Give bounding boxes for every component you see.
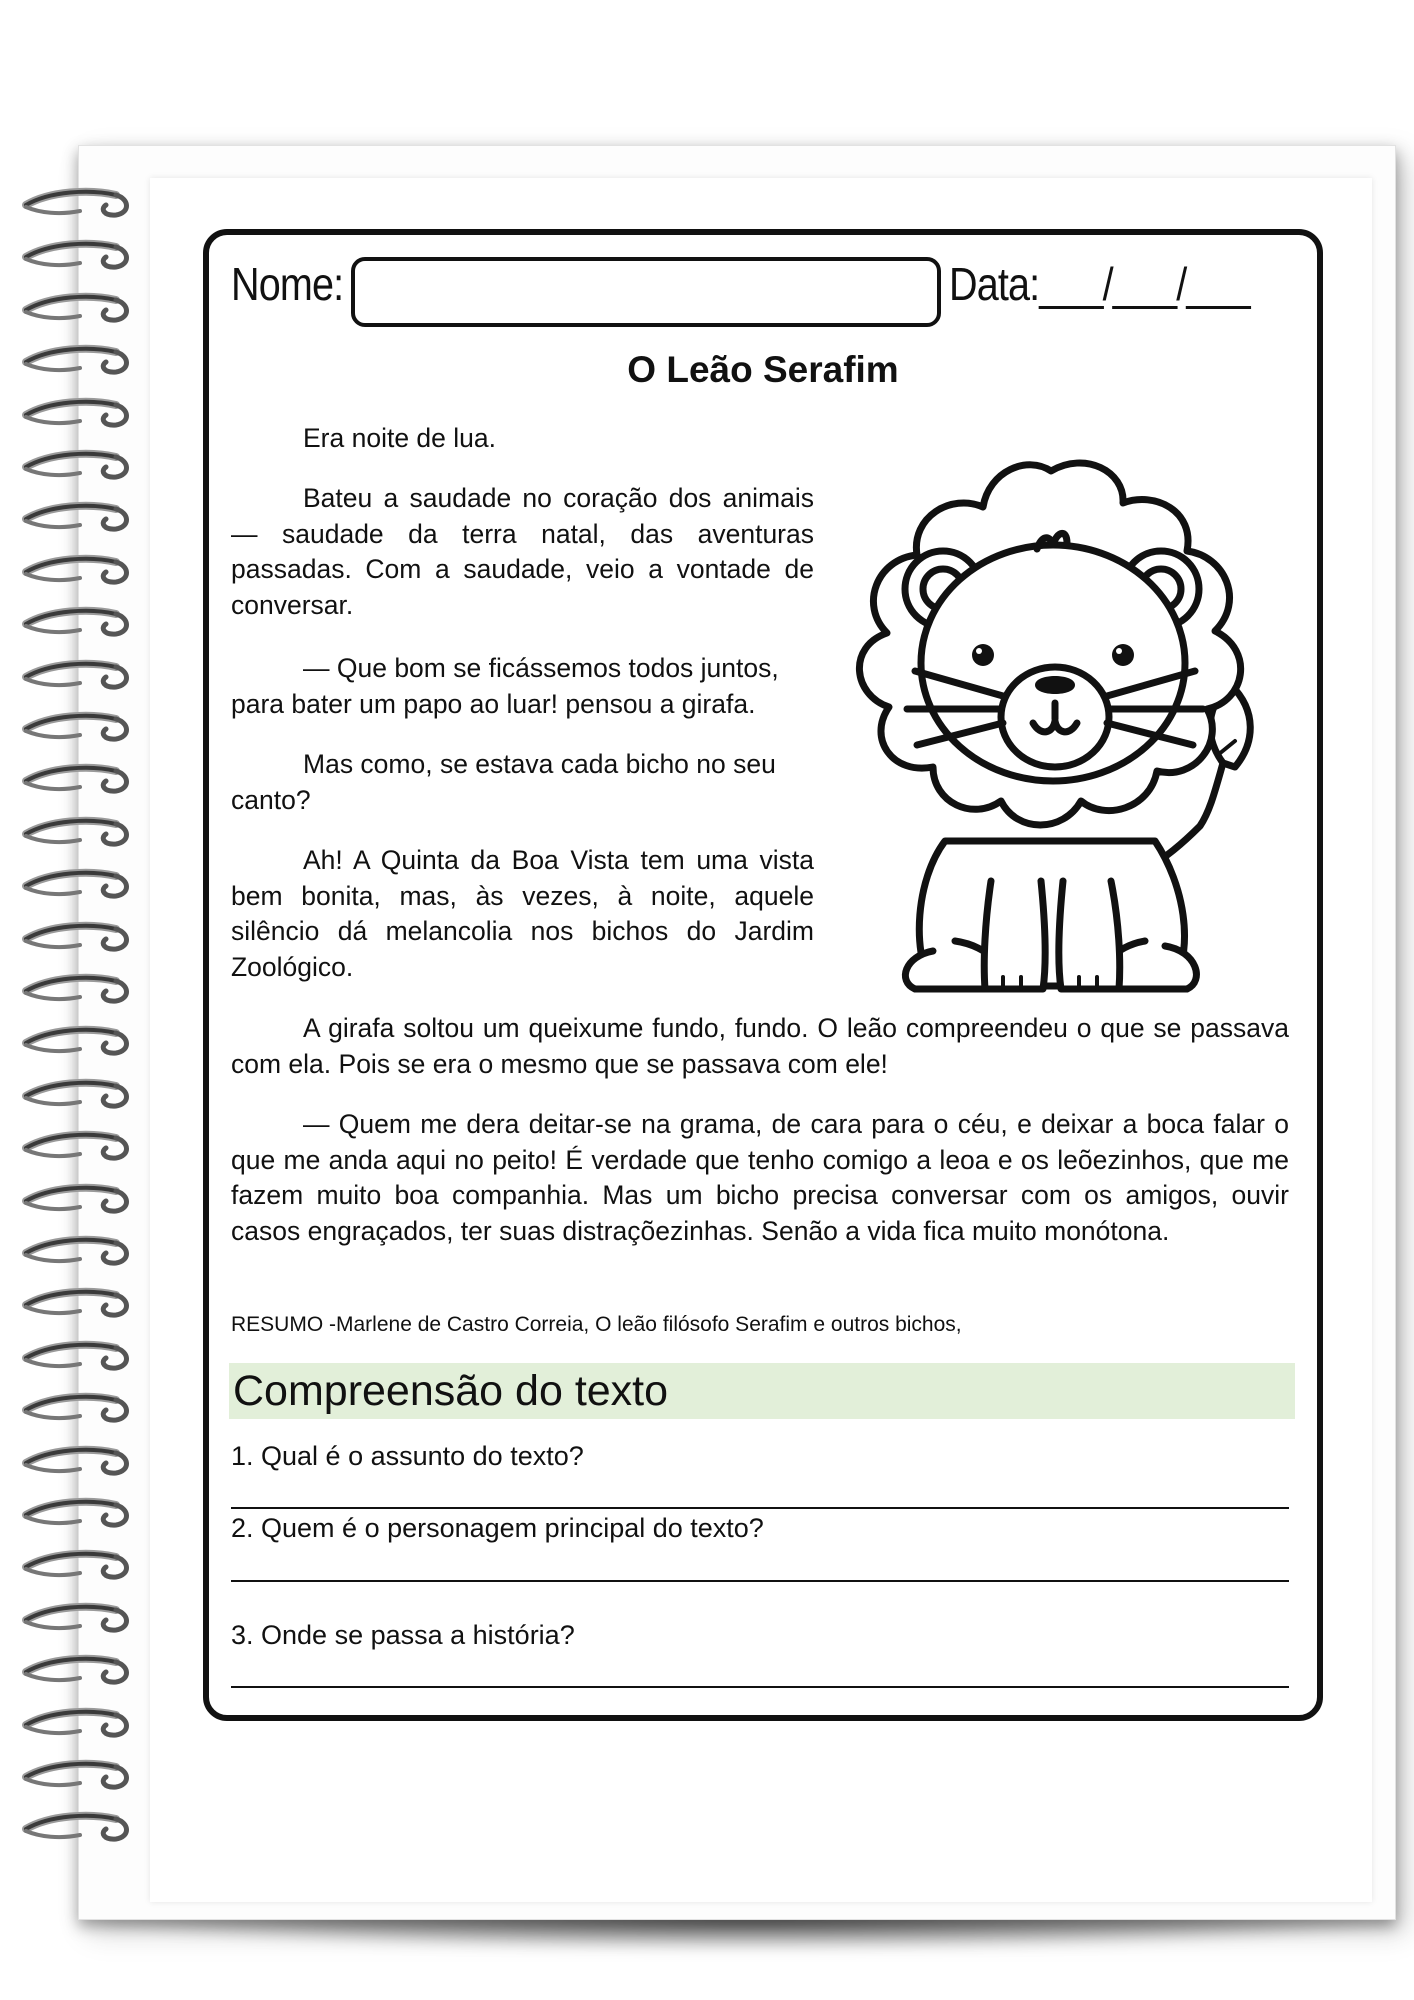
story-paragraph: — Que bom se ficássemos todos juntos, para bater um papo ao luar! pensou a girafa. — [231, 653, 779, 719]
comprehension-heading: Compreensão do texto — [229, 1363, 1295, 1419]
spiral-coil — [20, 761, 132, 795]
story-paragraph: Bateu a saudade no coração dos animais — saudade da terra natal, das aventuras passadas. Com a saudade, veio a vontade de conversar. — [231, 483, 814, 620]
spiral-coil — [20, 1233, 132, 1267]
story-paragraph: — Quem me dera deitar-se na grama, de cara para o céu, e deixar a boca falar o que me anda aqui no peito! É verdade que tenho comigo a leoa e os leõezinhos, que me fazem muito boa companhia. Mas um bicho precisa conversar com os amigos, ouvir casos engraçados, ter suas distraçõezinhas. Senão a vida fica muito monótona. — [231, 1109, 1289, 1246]
text-source: RESUMO -Marlene de Castro Correia, O leão filósofo Serafim e outros bichos, — [231, 1313, 962, 1336]
spiral-coil — [20, 499, 132, 533]
story-paragraph: A girafa soltou um queixume fundo, fundo. O leão compreendeu o que se passava com ela. Pois se era o mesmo que se passava com ele! — [231, 1013, 1289, 1079]
spiral-coil — [20, 1809, 132, 1843]
question-1: 1. Qual é o assunto do texto? — [231, 1441, 584, 1471]
spiral-coil — [20, 1495, 132, 1529]
spiral-coil — [20, 1181, 132, 1215]
answer-line-2[interactable] — [231, 1580, 1289, 1582]
spiral-coil — [20, 1128, 132, 1162]
spiral-coil — [20, 866, 132, 900]
spiral-coil — [20, 604, 132, 638]
story-paragraph: Ah! A Quinta da Boa Vista tem uma vista bem bonita, mas, às vezes, à noite, aquele silêncio dá melancolia nos bichos do Jardim Zoológico. — [231, 845, 814, 982]
lion-illustration — [805, 441, 1305, 1001]
name-label: Nome: — [231, 258, 344, 310]
spiral-coil — [20, 657, 132, 691]
spiral-coil — [20, 1757, 132, 1791]
answer-line-3[interactable] — [231, 1686, 1289, 1688]
spiral-coil — [20, 1390, 132, 1424]
spiral-coil — [20, 1547, 132, 1581]
spiral-coil — [20, 1023, 132, 1057]
spiral-coil — [20, 290, 132, 324]
spiral-coil — [20, 1076, 132, 1110]
spiral-coil — [20, 709, 132, 743]
spiral-coil — [20, 237, 132, 271]
spiral-coil — [20, 1285, 132, 1319]
spiral-coil — [20, 342, 132, 376]
spiral-coil — [20, 552, 132, 586]
spiral-coil — [20, 1652, 132, 1686]
story-title: O Leão Serafim — [627, 349, 899, 390]
name-field[interactable] — [351, 257, 941, 327]
date-field[interactable]: Data:___/___/___ — [949, 258, 1250, 310]
spiral-coil — [20, 1600, 132, 1634]
spiral-coil — [20, 814, 132, 848]
spiral-coil — [20, 1443, 132, 1477]
worksheet — [203, 229, 1323, 1721]
spiral-coil — [20, 919, 132, 953]
question-2: 2. Quem é o personagem principal do texto? — [231, 1513, 764, 1543]
story-paragraph: Mas como, se estava cada bicho no seu canto? — [231, 749, 776, 815]
spiral-coil — [20, 395, 132, 429]
question-3: 3. Onde se passa a história? — [231, 1620, 575, 1650]
story-paragraph: Era noite de lua. — [303, 423, 496, 453]
spiral-coil — [20, 971, 132, 1005]
spiral-binding — [20, 185, 132, 1905]
spiral-coil — [20, 1338, 132, 1372]
spiral-coil — [20, 185, 132, 219]
answer-line-1[interactable] — [231, 1507, 1289, 1509]
spiral-coil — [20, 447, 132, 481]
spiral-coil — [20, 1705, 132, 1739]
